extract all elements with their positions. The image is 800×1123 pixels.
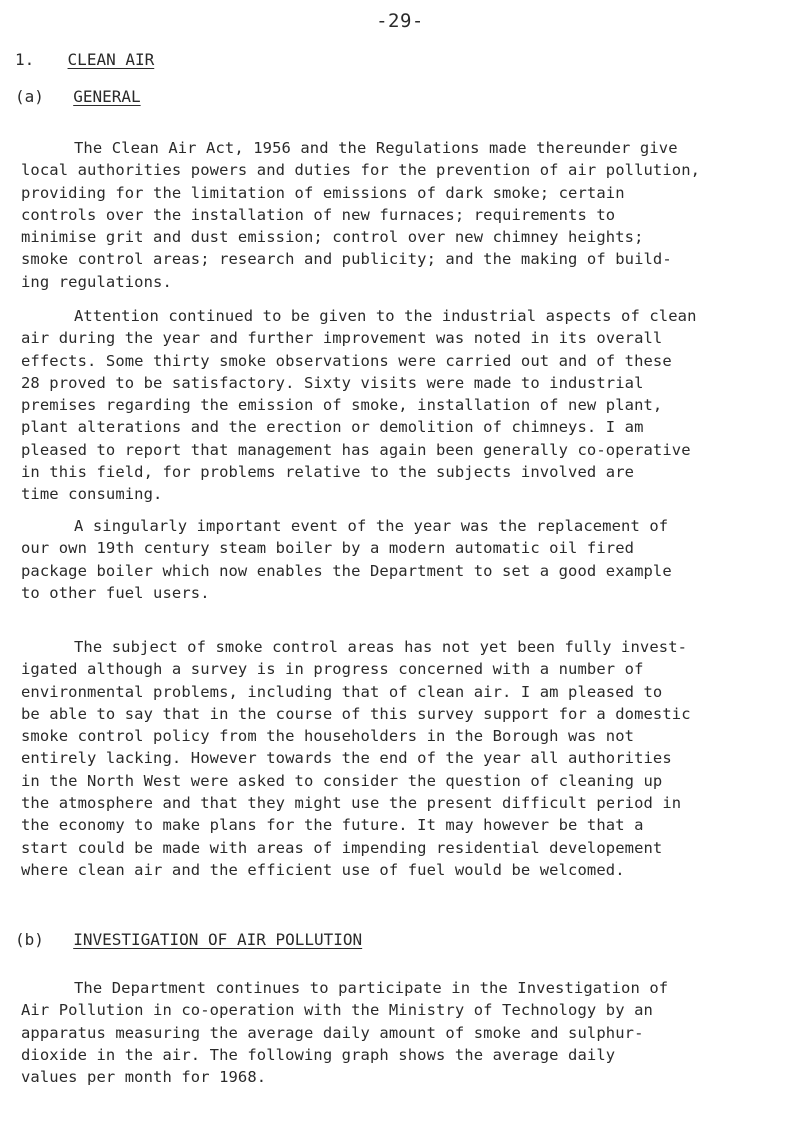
text-line: be able to say that in the course of this survey support for a domestic [21, 704, 691, 723]
text-line: apparatus measuring the average daily amount of smoke and sulphur- [21, 1023, 644, 1042]
text-line: time consuming. [21, 485, 163, 504]
text-line: where clean air and the efficient use of fuel would be welcomed. [21, 860, 625, 879]
text-line: 28 proved to be satisfactory. Sixty visits were made to industrial [21, 373, 644, 392]
text-line: in the North West were asked to consider the question of cleaning up [21, 771, 663, 790]
text-line: The Department continues to participate in the Investigation of [74, 979, 669, 997]
subsection-b-heading [15, 930, 362, 950]
text-line: smoke control areas; research and publicity; and the making of build- [21, 250, 672, 269]
text-line: values per month for 1968. [21, 1068, 267, 1087]
paragraph-industrial-aspects [21, 305, 697, 506]
text-line: in this field, for problems relative to the subjects involved are [21, 463, 635, 482]
text-line: minimise grit and dust emission; control over new chimney heights; [21, 228, 644, 247]
subsection-b-label: (b) [15, 930, 44, 949]
text-line: The subject of smoke control areas has not yet been fully invest- [74, 638, 688, 656]
text-line: ing regulations. [21, 272, 172, 291]
text-line: local authorities powers and duties for the prevention of air pollution, [21, 161, 701, 180]
text-line: the atmosphere and that they might use the present difficult period in [21, 794, 682, 813]
paragraph-clean-air-act [21, 137, 701, 293]
text-line: air during the year and further improvement was noted in its overall [21, 329, 663, 348]
text-line: controls over the installation of new furnaces; requirements to [21, 205, 616, 224]
section-number: 1. [15, 50, 35, 69]
section-heading [15, 50, 154, 70]
paragraph-investigation [21, 977, 669, 1088]
text-line: smoke control policy from the householders in the Borough was not [21, 727, 635, 746]
text-line: pleased to report that management has again been generally co-operative [21, 440, 691, 459]
subsection-a-title: GENERAL [73, 87, 141, 106]
text-line: entirely lacking. However towards the end of the year all authorities [21, 749, 672, 768]
text-line: igated although a survey is in progress concerned with a number of [21, 660, 644, 679]
subsection-a-label: (a) [15, 87, 44, 106]
subsection-b-title: INVESTIGATION OF AIR POLLUTION [73, 930, 363, 949]
text-line: plant alterations and the erection or demolition of chimneys. I am [21, 418, 644, 437]
text-line: A singularly important event of the year was the replacement of [74, 517, 669, 535]
text-line: to other fuel users. [21, 583, 210, 602]
text-line: dioxide in the air. The following graph shows the average daily [21, 1045, 616, 1064]
paragraph-boiler [21, 515, 672, 604]
text-line: start could be made with areas of impending residential developement [21, 838, 663, 857]
text-line: package boiler which now enables the Department to set a good example [21, 561, 672, 580]
text-line: premises regarding the emission of smoke, installation of new plant, [21, 396, 663, 415]
page-number: -29- [376, 10, 424, 32]
text-line: the economy to make plans for the future. It may however be that a [21, 816, 644, 835]
text-line: environmental problems, including that of clean air. I am pleased to [21, 682, 663, 701]
text-line: providing for the limitation of emissions of dark smoke; certain [21, 183, 625, 202]
text-line: effects. Some thirty smoke observations were carried out and of these [21, 351, 672, 370]
section-title: CLEAN AIR [67, 50, 155, 69]
text-line: Air Pollution in co-operation with the Ministry of Technology by an [21, 1001, 653, 1020]
text-line: Attention continued to be given to the industrial aspects of clean [74, 307, 697, 325]
paragraph-smoke-control [21, 636, 691, 881]
text-line: our own 19th century steam boiler by a modern automatic oil fired [21, 539, 635, 558]
text-line: The Clean Air Act, 1956 and the Regulations made thereunder give [74, 139, 678, 157]
subsection-a-heading [15, 87, 141, 107]
